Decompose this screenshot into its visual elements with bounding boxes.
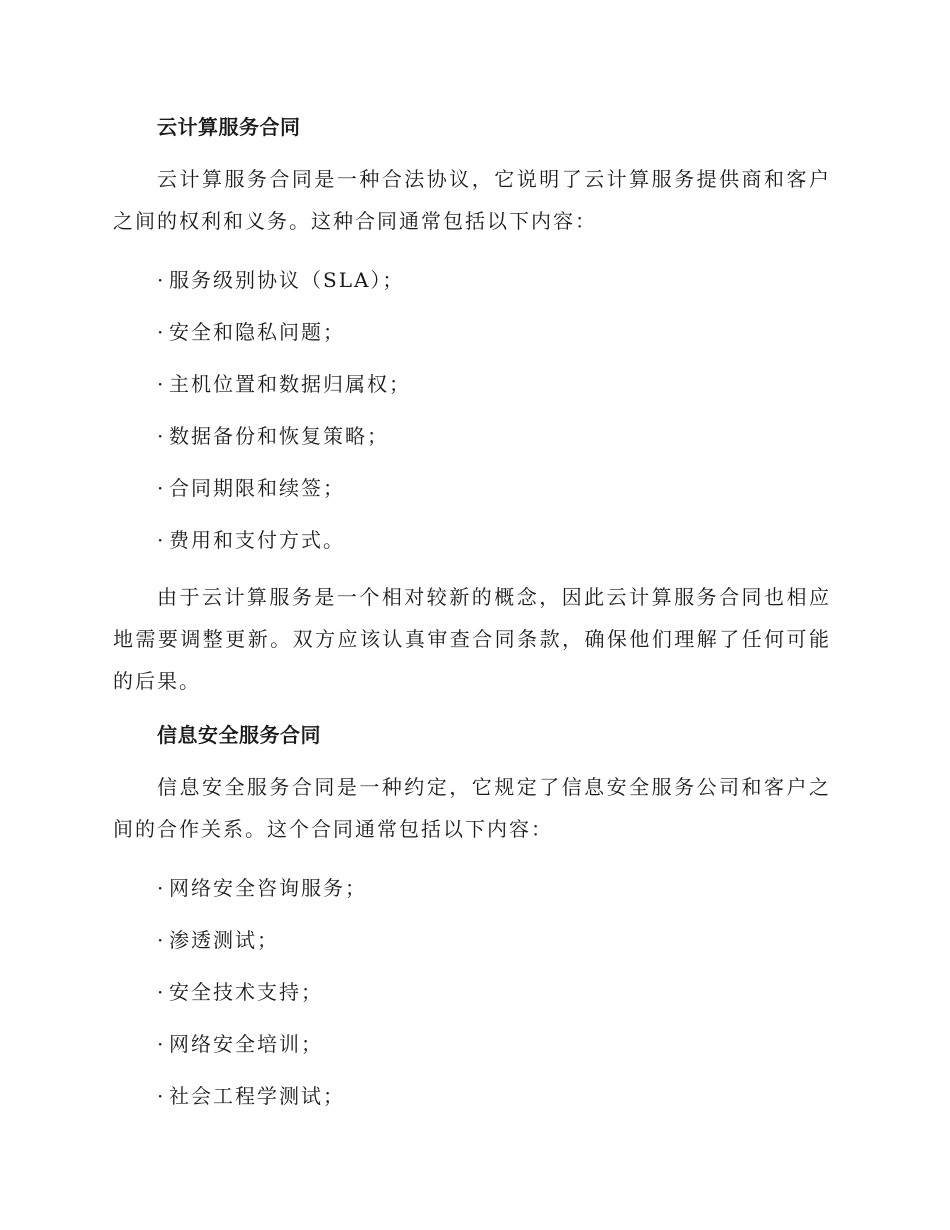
list-item bbox=[113, 358, 831, 410]
security-contract-intro: 信息安全服务合同是一种约定，它规定了信息安全服务公司和客户之间的合作关系。这个合同通常包括以下内容： bbox=[113, 775, 831, 841]
list-item bbox=[113, 254, 831, 306]
bullet-icon: · bbox=[157, 424, 166, 448]
list-item bbox=[113, 306, 831, 358]
list-item-text: 网络安全培训； bbox=[169, 1032, 323, 1056]
bullet-icon: · bbox=[157, 320, 166, 344]
list-item bbox=[113, 462, 831, 514]
bullet-icon: · bbox=[157, 928, 166, 952]
bullet-icon: · bbox=[157, 876, 166, 900]
list-item-text: 网络安全咨询服务； bbox=[169, 876, 367, 900]
security-contract-item-list bbox=[113, 862, 831, 1122]
list-item-text: 费用和支付方式。 bbox=[169, 528, 345, 552]
bullet-icon: · bbox=[157, 1084, 166, 1108]
list-item bbox=[113, 966, 831, 1018]
section-heading-cloud-contract: 云计算服务合同 bbox=[157, 115, 301, 139]
list-item-text: 社会工程学测试； bbox=[169, 1084, 345, 1108]
cloud-contract-item-list bbox=[113, 254, 831, 566]
bullet-icon: · bbox=[157, 268, 166, 292]
bullet-icon: · bbox=[157, 980, 166, 1004]
document-body bbox=[113, 106, 831, 1122]
list-item-text: 主机位置和数据归属权； bbox=[169, 372, 411, 396]
bullet-icon: · bbox=[157, 1032, 166, 1056]
bullet-icon: · bbox=[157, 372, 166, 396]
list-item-text: 服务级别协议（SLA）； bbox=[169, 268, 405, 292]
bullet-icon: · bbox=[157, 476, 166, 500]
list-item bbox=[113, 1018, 831, 1070]
list-item-text: 数据备份和恢复策略； bbox=[169, 424, 389, 448]
list-item bbox=[113, 1070, 831, 1122]
list-item bbox=[113, 862, 831, 914]
list-item-text: 渗透测试； bbox=[169, 928, 279, 952]
list-item bbox=[113, 410, 831, 462]
cloud-contract-intro: 云计算服务合同是一种合法协议，它说明了云计算服务提供商和客户之间的权利和义务。这种合同通常包括以下内容： bbox=[113, 167, 831, 233]
list-item bbox=[113, 914, 831, 966]
list-item-text: 合同期限和续签； bbox=[169, 476, 345, 500]
bullet-icon: · bbox=[157, 528, 166, 552]
list-item-text: 安全技术支持； bbox=[169, 980, 323, 1004]
section-heading-security-contract: 信息安全服务合同 bbox=[157, 723, 321, 747]
cloud-contract-conclusion: 由于云计算服务是一个相对较新的概念，因此云计算服务合同也相应地需要调整更新。双方应该认真审查合同条款，确保他们理解了任何可能的后果。 bbox=[113, 585, 831, 693]
list-item-text: 安全和隐私问题； bbox=[169, 320, 345, 344]
list-item bbox=[113, 514, 831, 566]
